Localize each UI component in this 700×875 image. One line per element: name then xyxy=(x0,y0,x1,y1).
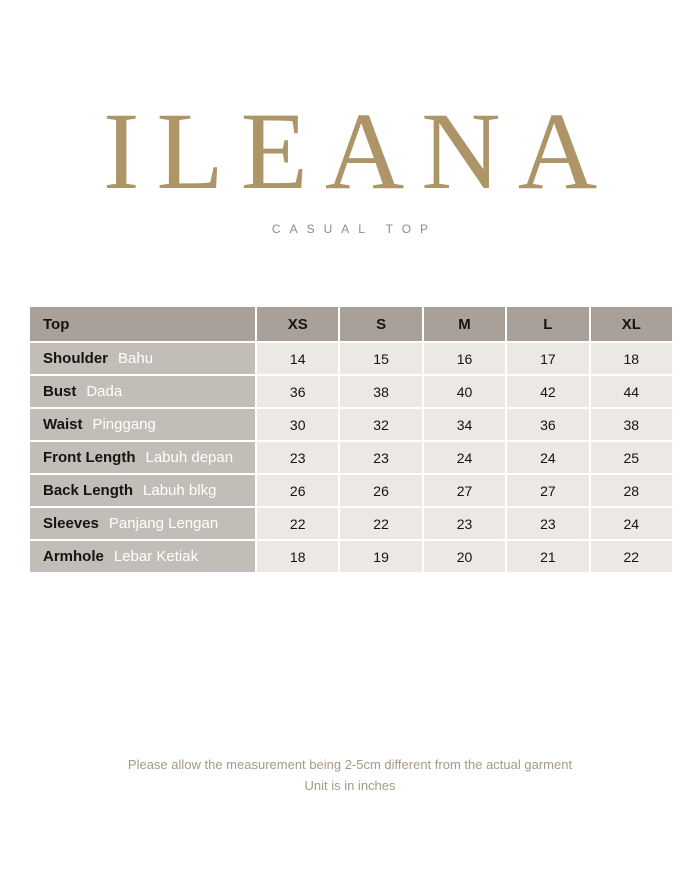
table-row-label xyxy=(30,442,255,473)
measurement-name: Bust xyxy=(43,383,77,400)
measurement-value: 22 xyxy=(257,508,338,539)
size-table xyxy=(30,307,672,572)
product-subtitle: CASUAL TOP xyxy=(271,222,438,236)
measurement-value: 23 xyxy=(424,508,505,539)
table-header-size-xl: XL xyxy=(591,307,672,341)
measurement-value: 27 xyxy=(424,475,505,506)
measurement-name: Waist xyxy=(43,416,83,433)
measurement-value: 36 xyxy=(507,409,588,440)
measurement-value: 38 xyxy=(340,376,421,407)
measurement-name-malay: Lebar Ketiak xyxy=(113,548,199,565)
measurement-name-malay: Labuh blkg xyxy=(143,482,217,499)
measurement-value: 27 xyxy=(507,475,588,506)
measurement-value: 36 xyxy=(257,376,338,407)
measurement-value: 16 xyxy=(424,343,505,374)
table-header-size-l: L xyxy=(507,307,588,341)
table-header-size-m: M xyxy=(424,307,505,341)
brand-title: ILEANA xyxy=(102,90,615,212)
measurement-value: 22 xyxy=(340,508,421,539)
measurement-name: Shoulder xyxy=(43,350,109,367)
measurement-value: 19 xyxy=(340,541,421,572)
measurement-value: 26 xyxy=(340,475,421,506)
measurement-value: 42 xyxy=(507,376,588,407)
measurement-value: 25 xyxy=(591,442,672,473)
measurement-name-malay: Dada xyxy=(86,383,123,400)
measurement-name-malay: Panjang Lengan xyxy=(108,515,219,532)
table-header-size-xs: XS xyxy=(257,307,338,341)
table-row-label xyxy=(30,475,255,506)
measurement-name: Back Length xyxy=(43,482,134,499)
measurement-name: Armhole xyxy=(43,548,104,565)
measurement-value: 18 xyxy=(591,343,672,374)
measurement-value: 17 xyxy=(507,343,588,374)
table-row-label xyxy=(30,409,255,440)
measurement-name: Sleeves xyxy=(43,515,99,532)
measurement-value: 20 xyxy=(424,541,505,572)
footer-note-line2: Unit is in inches xyxy=(304,778,396,793)
measurement-value: 21 xyxy=(507,541,588,572)
footer-note xyxy=(0,754,700,796)
measurement-value: 26 xyxy=(257,475,338,506)
table-row-label xyxy=(30,541,255,572)
measurement-name-malay: Bahu xyxy=(118,350,154,367)
measurement-value: 15 xyxy=(340,343,421,374)
measurement-name-malay: Pinggang xyxy=(92,416,156,433)
measurement-value: 44 xyxy=(591,376,672,407)
measurement-value: 24 xyxy=(507,442,588,473)
measurement-value: 32 xyxy=(340,409,421,440)
measurement-value: 30 xyxy=(257,409,338,440)
table-header-size-s: S xyxy=(340,307,421,341)
table-row-label xyxy=(30,508,255,539)
measurement-name-malay: Labuh depan xyxy=(145,449,234,466)
measurement-value: 34 xyxy=(424,409,505,440)
table-row-label xyxy=(30,376,255,407)
measurement-value: 23 xyxy=(257,442,338,473)
measurement-value: 24 xyxy=(591,508,672,539)
measurement-value: 38 xyxy=(591,409,672,440)
table-row-label xyxy=(30,343,255,374)
brand-header xyxy=(0,90,700,236)
measurement-value: 24 xyxy=(424,442,505,473)
measurement-value: 23 xyxy=(340,442,421,473)
measurement-value: 28 xyxy=(591,475,672,506)
measurement-value: 40 xyxy=(424,376,505,407)
measurement-name: Front Length xyxy=(43,449,136,466)
measurement-value: 22 xyxy=(591,541,672,572)
measurement-value: 14 xyxy=(257,343,338,374)
measurement-value: 23 xyxy=(507,508,588,539)
footer-note-line1: Please allow the measurement being 2-5cm different from the actual garment xyxy=(127,757,573,772)
table-header-category: Top xyxy=(30,307,255,341)
measurement-value: 18 xyxy=(257,541,338,572)
